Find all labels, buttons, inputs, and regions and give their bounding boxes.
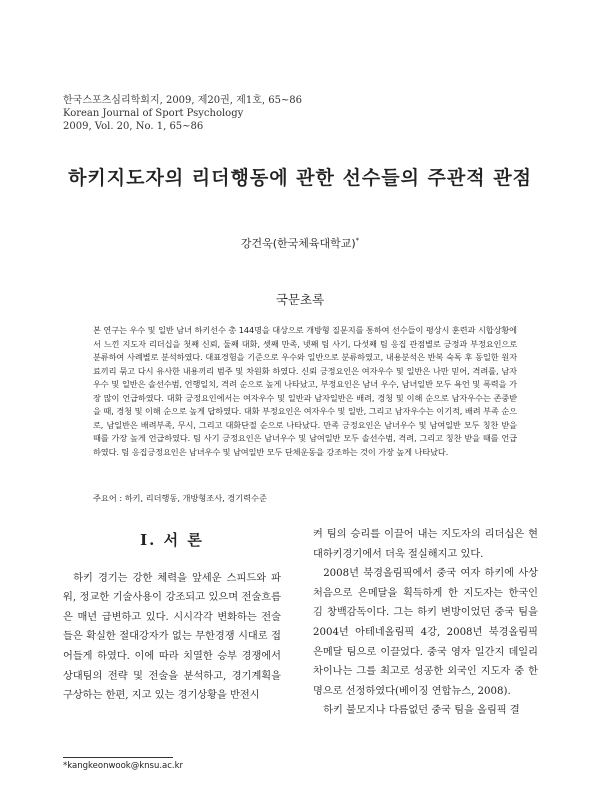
journal-header <box>63 94 302 133</box>
intro-paragraph-1-continued: 켜 팀의 승리를 이끌어 내는 지도자의 리더십은 현대하키경기에서 더욱 절실해지고 있다. <box>313 529 538 560</box>
author-footnote-mark: * <box>355 236 360 245</box>
footnote-email: *kangkeonwook@knsu.ac.kr <box>63 761 184 771</box>
author-name: 강건욱(한국체육대학교) <box>240 237 356 250</box>
intro-paragraph-3: 하키 불모지나 다름없던 중국 팀을 올림픽 결 <box>323 705 520 717</box>
abstract-heading: 국문초록 <box>275 292 325 307</box>
author-line <box>0 235 600 251</box>
abstract-text: 본 연구는 우수 및 일반 남녀 하키선수 총 144명을 대상으로 개방형 질문지를 통하여 선수들이 평상시 훈련과 시합상황에서 느낀 지도자 리더십을 첫째 신뢰, 둘째 대화, 셋째 만족, 넷째 팀 사기, 다섯째 팀 응집 관점별로 긍정과 부정요인으로 분류하여 사례별로 분석하였다. 대표경험을 기준으로 우수와 일반으로 분류하였고, 내용분석은 반복 숙독 후 동일한 원자료끼리 묶고 다시 유사한 내용끼리 범주 및 차원화 하였다. 신뢰 긍정요인은 여자우수 및 일반은 나만 믿어, 격려를, 남자우수 및 일반은 솔선수범, 언행일치, 격려 순으로 높게 나타났고, 부정요인은 남녀 우수, 남녀일반 모두 욕언 및 폭력을 가장 많이 언급하였다. 대화 긍정요인에서는 여자우수 및 일반과 남자일반은 배려, 경청 및 이해 순으로 남자우수는 존중받을 때, 경청 및 이해 순으로 높게 답하였다. 대화 부정요인은 여자우수 및 일반, 그리고 남자우수는 이기적, 배려 부족 순으로, 남일반은 배려부족, 무시, 그리고 대화단절 순으로 나타났다. 만족 긍정요인은 남녀우수 및 남여일반 모두 칭찬 받을 때를 가장 높게 언급하였다. 팀 사기 긍정요인은 남녀우수 및 남여일반 모두 솔선수범, 격려, 그리고 칭찬 받을 때를 언급하였다. 팀 응집긍정요인은 남녀우수 및 남여일반 모두 단체운동을 강조하는 것이 가장 높게 나타났다. <box>93 325 517 457</box>
intro-paragraph-2: 2008년 북경올림픽에서 중국 여자 하키에 사상 처음으로 은메달을 획득하게 한 지도자는 한국인 김 창백감독이다. 그는 하키 변방이었던 중국 팀을 2004년 아테네올림픽 4강, 2008년 북경올림픽 은메달 팀으로 이끌었다. 중국 영자 일간지 데일리차이나는 그를 최고로 성공한 외국인 지도자 중 한 명으로 선정하였다(베이징 연합뉴스, 2008). <box>313 568 538 697</box>
footnote-rule <box>63 757 173 758</box>
section-heading: Ⅰ. 서 론 <box>140 531 204 549</box>
paper-title: 하키지도자의 리더행동에 관한 선수들의 주관적 관점 <box>68 167 532 189</box>
intro-paragraph-1: 하키 경기는 강한 체력을 앞세운 스피드와 파워, 정교한 기술사용이 강조되고 있으며 전술흐름은 매년 급변하고 있다. 시시각각 변화하는 전술들은 확실한 절대강자가 없는 무한경쟁 시대로 접어들게 하였다. 이에 따라 치열한 승부 경쟁에서 상대팀의 전략 및 전술을 분석하고, 경기계획을 구상하는 한편, 지고 있는 경기상황을 반전시 <box>63 572 281 702</box>
right-column <box>313 525 538 721</box>
journal-header-korean: 한국스포츠심리학회지, 2009, 제20권, 제1호, 65~86 <box>63 95 303 106</box>
left-column <box>63 527 281 706</box>
journal-header-english: Korean Journal of Sport Psychology <box>63 108 244 119</box>
journal-header-volume: 2009, Vol. 20, No. 1, 65~86 <box>63 121 204 132</box>
keywords: 주요어 : 하키, 리더행동, 개방형조사, 경기력수준 <box>93 493 267 503</box>
